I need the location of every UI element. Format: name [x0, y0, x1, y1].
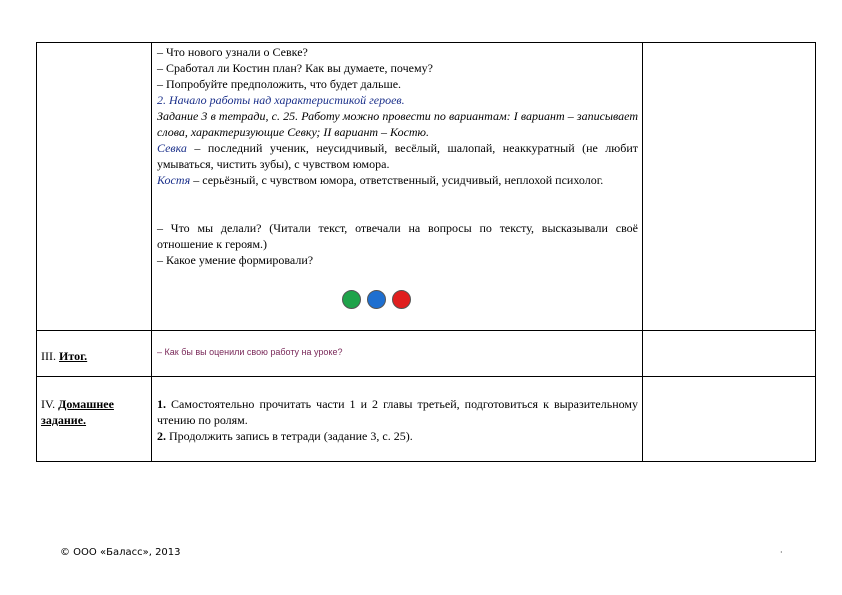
column-divider-1 [151, 42, 152, 462]
row-divider-1 [36, 330, 816, 331]
homework-content [157, 396, 638, 444]
red-circle-icon [392, 290, 411, 309]
question-sevka: – Что нового узнали о Севке? [157, 45, 308, 59]
homework-item-1-number: 1. [157, 397, 166, 411]
kostya-name: Костя [157, 173, 191, 187]
homework-item-2 [157, 428, 638, 444]
question-predict: – Попробуйте предположить, что будет дальше. [157, 77, 402, 91]
homework-item-1 [157, 396, 638, 428]
kostya-text: – серьёзный, с чувством юмора, ответственный, усидчивый, неплохой психолог. [190, 173, 604, 187]
table-left-border [36, 42, 37, 462]
kostya-characteristic [157, 172, 638, 188]
table-bottom-border [36, 461, 816, 462]
homework-item-1-text: Самостоятельно прочитать части 1 и 2 главы третьей, подготовиться к выразительному чтению по ролям. [157, 397, 638, 427]
table-right-border [815, 42, 816, 462]
homework-item-2-text: Продолжить запись в тетради (задание 3, с. 25). [166, 429, 413, 443]
row-divider-2 [36, 376, 816, 377]
row1-content [157, 44, 638, 268]
question-skill: – Какое умение формировали? [157, 253, 314, 267]
itog-question: – Как бы вы оценили свою работу на уроке? [157, 347, 343, 357]
page-dot: · [780, 548, 783, 557]
table-top-border [36, 42, 816, 43]
task2-heading: 2. Начало работы над характеристикой героев. [157, 93, 405, 107]
task3-text: Задание 3 в тетради, с. 25. Работу можно провести по вариантам: I вариант – записывает слова, характеризующие Севку; II вариант – Костю. [157, 109, 638, 139]
section-number-4: IV. [41, 397, 56, 411]
question-plan: – Сработал ли Костин план? Как вы думаете, почему? [157, 61, 433, 75]
blue-circle-icon [367, 290, 386, 309]
sevka-characteristic [157, 140, 638, 172]
section-number-3: III. [41, 349, 56, 363]
sevka-text: – последний ученик, неусидчивый, весёлый, шалопай, неаккуратный (не любит умываться, чистить зубы), с чувством юмора. [157, 141, 638, 171]
row3-label [41, 396, 149, 428]
section-title-homework-1: Домашнее [58, 397, 114, 411]
sevka-name: Севка [157, 141, 187, 155]
column-divider-2 [642, 42, 643, 462]
lesson-table [36, 42, 816, 462]
homework-item-2-number: 2. [157, 429, 166, 443]
copyright-footer: © ООО «Баласс», 2013 [60, 547, 181, 558]
question-done: – Что мы делали? (Читали текст, отвечали на вопросы по тексту, высказывали своё отношение к героям.) [157, 221, 638, 251]
section-title-homework-2: задание. [41, 413, 87, 427]
green-circle-icon [342, 290, 361, 309]
row2-label [41, 348, 149, 364]
section-title-itog: Итог. [59, 349, 88, 363]
spacer [157, 188, 638, 220]
